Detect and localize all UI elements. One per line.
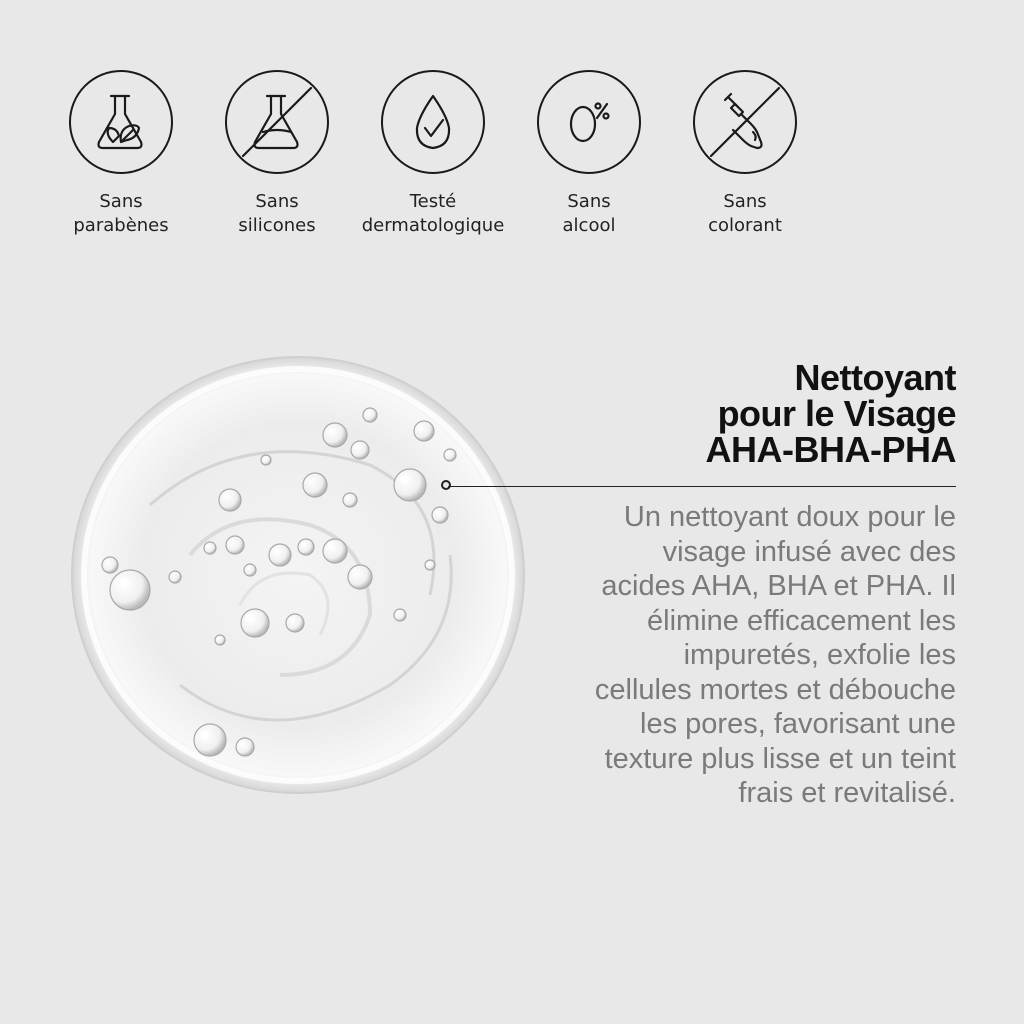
badge-circle: [693, 70, 797, 174]
flask-crossed-icon: [227, 72, 327, 172]
zero-percent-icon: [539, 72, 639, 172]
badge-alcohol-free: [504, 70, 674, 238]
product-title: Nettoyant pour le Visage AHA-BHA-PHA: [705, 357, 956, 470]
badge-label: Testé dermatologique: [361, 191, 505, 236]
badge-circle: [381, 70, 485, 174]
badge-label: Sans alcool: [562, 191, 616, 236]
badge-label: Sans silicones: [238, 191, 316, 236]
gel-drop-illustration: [70, 355, 530, 795]
badge-circle: [537, 70, 641, 174]
drop-check-icon: [383, 72, 483, 172]
pointer-line: [448, 486, 956, 487]
flask-leaf-icon: [71, 72, 171, 172]
gel-drop-image: [70, 355, 530, 795]
dropper-crossed-icon: [695, 72, 795, 172]
badge-circle: [69, 70, 173, 174]
badge-silicone-free: [192, 70, 362, 238]
pointer-dot: [441, 480, 451, 490]
badge-paraben-free: [36, 70, 206, 238]
badge-colorant-free: [660, 70, 830, 238]
badge-label: Sans colorant: [708, 191, 782, 236]
badge-circle: [225, 70, 329, 174]
badge-row: [0, 0, 1024, 260]
badge-dermatologically-tested: [348, 70, 518, 238]
product-description: Un nettoyant doux pour le visage infusé avec des acides AHA, BHA et PHA. Il élimine efficacement les impuretés, exfolie les cellules mortes et débouche les pores, favorisant une texture plus lisse et un teint frais et revitalisé.: [594, 501, 956, 809]
badge-label: Sans parabènes: [73, 191, 169, 236]
